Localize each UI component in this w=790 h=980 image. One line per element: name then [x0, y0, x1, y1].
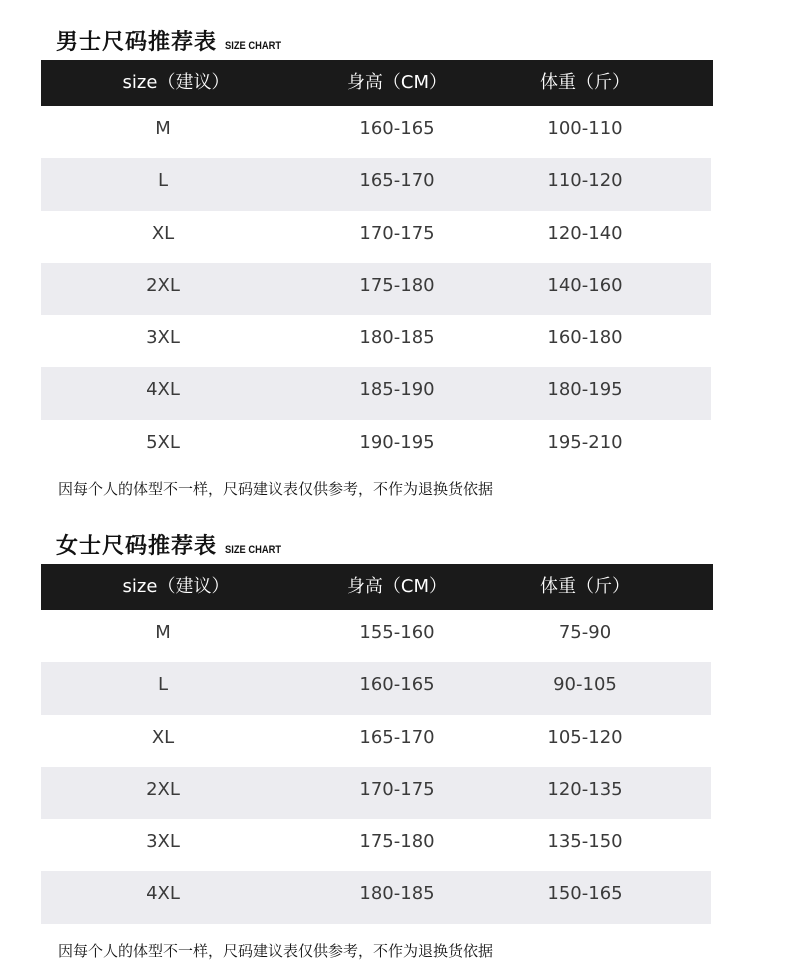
- cell-weight: 160-180: [547, 327, 623, 349]
- table-row: [41, 819, 713, 871]
- table-row: [41, 767, 711, 819]
- header-weight: 体重（斤）: [540, 72, 630, 93]
- cell-height: 180-185: [359, 327, 435, 349]
- table-row: [41, 715, 713, 767]
- men-table-header: [41, 60, 713, 106]
- cell-height: 185-190: [359, 379, 435, 401]
- cell-height: 180-185: [359, 883, 435, 905]
- cell-weight: 150-165: [547, 883, 623, 905]
- header-height: 身高（CM）: [346, 576, 448, 597]
- table-row: [41, 158, 711, 210]
- cell-weight: 135-150: [547, 831, 623, 853]
- men-size-table: [41, 60, 713, 472]
- cell-height: 170-175: [359, 222, 435, 244]
- cell-weight: 140-160: [547, 274, 623, 296]
- men-title-row: [56, 25, 291, 55]
- cell-height: 190-195: [359, 431, 435, 453]
- table-row: [41, 610, 713, 662]
- cell-height: 165-170: [359, 726, 435, 748]
- cell-weight: 90-105: [553, 674, 617, 696]
- women-table-subtitle: SIZE CHART: [225, 544, 282, 556]
- header-height: 身高（CM）: [346, 72, 448, 93]
- table-row: [41, 662, 711, 714]
- cell-size: 3XL: [146, 831, 180, 853]
- cell-weight: 110-120: [547, 170, 623, 192]
- cell-size: 4XL: [146, 883, 180, 905]
- cell-size: M: [155, 118, 171, 139]
- cell-height: 170-175: [359, 778, 435, 800]
- cell-height: 175-180: [359, 274, 435, 296]
- women-table-header: [41, 564, 713, 610]
- header-size: size（建议）: [122, 576, 230, 597]
- table-row: [41, 367, 711, 419]
- cell-size: L: [157, 170, 169, 192]
- cell-height: 165-170: [359, 170, 435, 192]
- cell-size: 2XL: [146, 274, 180, 296]
- women-size-table: [41, 564, 713, 924]
- cell-height: 155-160: [359, 622, 435, 643]
- cell-size: 3XL: [146, 327, 180, 349]
- cell-size: XL: [151, 222, 175, 244]
- cell-weight: 120-140: [547, 222, 623, 244]
- cell-size: 2XL: [146, 778, 180, 800]
- women-table-title: 女士尺码推荐表: [56, 534, 218, 559]
- cell-height: 160-165: [359, 674, 435, 696]
- table-row: [41, 106, 713, 158]
- table-row: [41, 420, 713, 472]
- cell-weight: 195-210: [547, 431, 623, 453]
- cell-size: L: [157, 674, 169, 696]
- cell-size: 5XL: [146, 431, 180, 453]
- women-disclaimer: 因每个人的体型不一样，尺码建议表仅供参考，不作为退换货依据: [58, 942, 494, 960]
- cell-weight: 180-195: [547, 379, 623, 401]
- cell-weight: 105-120: [547, 726, 623, 748]
- table-row: [41, 871, 711, 923]
- cell-size: M: [155, 622, 171, 643]
- men-table-subtitle: SIZE CHART: [225, 40, 282, 52]
- cell-size: 4XL: [146, 379, 180, 401]
- table-row: [41, 315, 713, 367]
- men-table-title: 男士尺码推荐表: [56, 30, 218, 55]
- cell-weight: 100-110: [547, 118, 623, 139]
- cell-weight: 75-90: [558, 622, 612, 643]
- header-weight: 体重（斤）: [540, 576, 630, 597]
- women-table-body: [41, 610, 713, 924]
- cell-height: 160-165: [359, 118, 435, 139]
- men-disclaimer: 因每个人的体型不一样，尺码建议表仅供参考，不作为退换货依据: [58, 480, 494, 498]
- cell-size: XL: [151, 726, 175, 748]
- men-table-body: [41, 106, 713, 472]
- cell-height: 175-180: [359, 831, 435, 853]
- women-title-row: [56, 529, 291, 559]
- header-size: size（建议）: [122, 72, 230, 93]
- table-row: [41, 263, 711, 315]
- cell-weight: 120-135: [547, 778, 623, 800]
- table-row: [41, 211, 713, 263]
